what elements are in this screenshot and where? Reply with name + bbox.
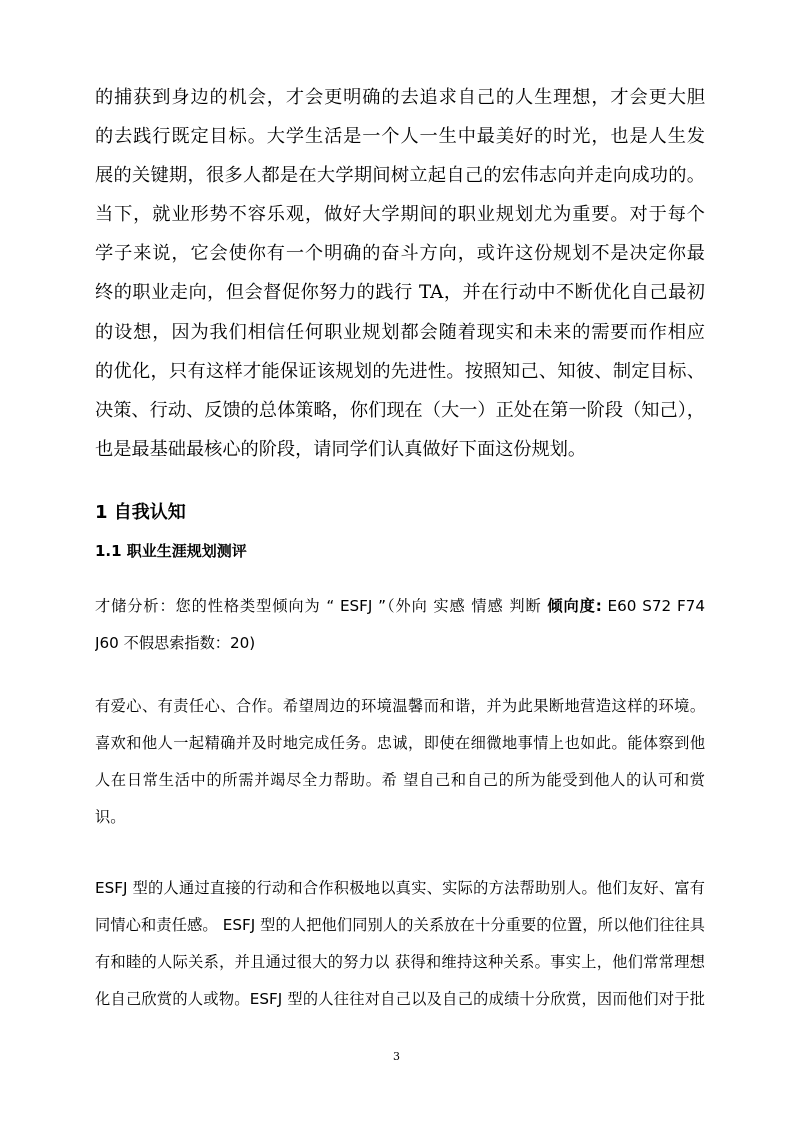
intro-paragraph [95, 78, 705, 469]
page-number: 3 [393, 1050, 400, 1063]
subsection-heading-career-assessment: 1.1 职业生涯规划测评 [95, 542, 247, 560]
analysis-paragraph [95, 588, 705, 662]
paragraph-line: ESFJ 型的人通过直接的行动和合作积极地以真实、实际的方法帮助别人。他们友好、富有 [95, 879, 705, 897]
analysis-prefix: 才储分析：您的性格类型倾向为 “ ESFJ ”（外向 实感 情感 判断 [95, 597, 548, 615]
tendency-values: E60 S72 F74 [601, 597, 705, 615]
paragraph-line: 化自己欣赏的人或物。ESFJ 型的人往往对自己以及自己的成绩十分欣赏，因而他们对于批 [95, 990, 705, 1008]
intro-line: 决策、行动、反馈的总体策略，你们现在（大一）正处在第一阶段（知己）， [95, 399, 705, 421]
intro-line: 学子来说，它会使你有一个明确的奋斗方向，或许这份规划不是决定你最 [95, 243, 705, 265]
intro-line: 的捕获到身边的机会，才会更明确的去追求自己的人生理想，才会更大胆 [95, 87, 705, 108]
intro-line: 的设想，因为我们相信任何职业规划都会随着现实和未来的需要而作相应 [95, 321, 705, 343]
tendency-label: 倾向度: [547, 597, 602, 615]
analysis-line-1 [95, 588, 705, 625]
section-heading-self-awareness: 1 自我认知 [95, 502, 186, 523]
intro-line: 的去践行既定目标。大学生活是一个人一生中最美好的时光，也是人生发 [95, 126, 705, 148]
paragraph-line: 有爱心、有责任心、合作。希望周边的环境温馨而和谐，并为此果断地营造这样的环境。 [95, 697, 705, 715]
paragraph-line: 有和睦的人际关系，并且通过很大的努力以 获得和维持这种关系。事实上，他们常常理想 [95, 953, 705, 971]
intro-line: 当下，就业形势不容乐观，做好大学期间的职业规划尤为重要。对于每个 [95, 204, 705, 226]
intro-line: 终的职业走向，但会督促你努力的践行 TA，并在行动中不断优化自己最初 [95, 282, 705, 304]
personality-description-paragraph [95, 688, 705, 836]
intro-line: 展的关键期，很多人都是在大学期间树立起自己的宏伟志向并走向成功的。 [95, 165, 705, 187]
intro-line: 也是最基础最核心的阶段，请同学们认真做好下面这份规划。 [95, 438, 587, 460]
esfj-description-paragraph [95, 870, 705, 1018]
paragraph-line: 同情心和责任感。 ESFJ 型的人把他们同别人的关系放在十分重要的位置，所以他们往往具 [95, 916, 705, 934]
paragraph-line: 识。 [95, 808, 126, 826]
analysis-line-2: J60 不假思索指数：20) [95, 634, 256, 652]
intro-line: 的优化，只有这样才能保证该规划的先进性。按照知己、知彼、制定目标、 [95, 360, 705, 382]
paragraph-line: 喜欢和他人一起精确并及时地完成任务。忠诚，即使在细微地事情上也如此。能体察到他 [95, 734, 705, 752]
paragraph-line: 人在日常生活中的所需并竭尽全力帮助。希 望自己和自己的所为能受到他人的认可和赏 [95, 771, 705, 789]
